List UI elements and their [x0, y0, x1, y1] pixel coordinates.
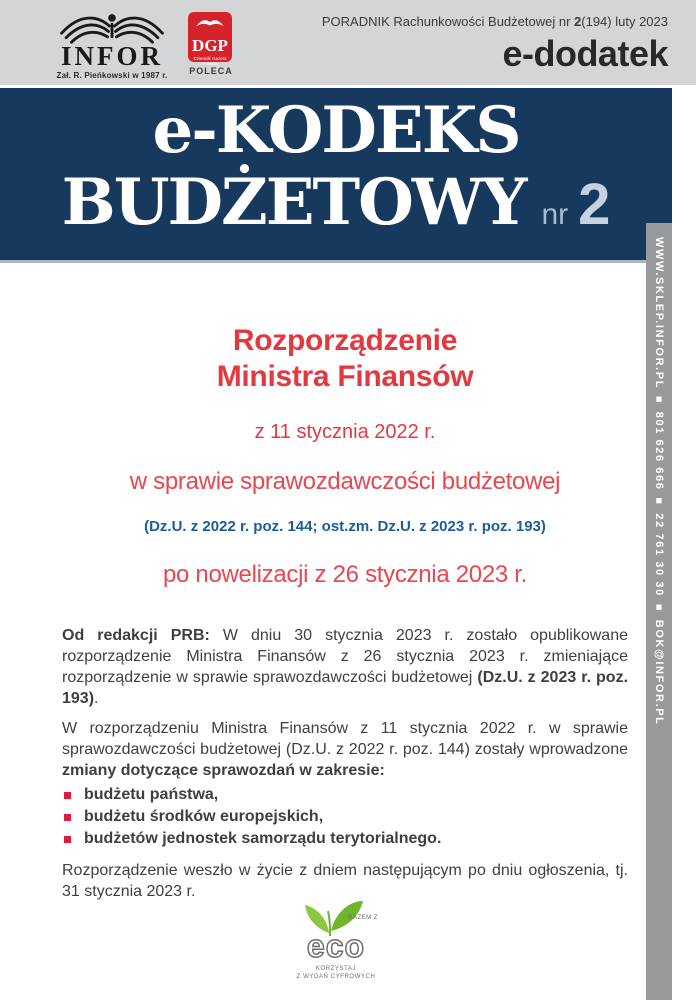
paragraph-1-lead: Od redakcji PRB: [62, 627, 210, 644]
dgp-logo [188, 12, 234, 76]
publication-title-line1: e-KODEKS [152, 93, 520, 168]
article-title [62, 323, 628, 395]
list-item [62, 784, 628, 806]
list-item [62, 806, 628, 828]
paragraph-2 [62, 718, 628, 781]
paragraph-1-ref: (Dz.U. z 2023 r. poz. 193) [62, 669, 629, 707]
infor-logo-tagline: Zał. R. Pieńkowski w 1987 r. [56, 71, 168, 80]
article-title-line1: Rozporządzenie [232, 324, 458, 357]
paragraph-1-end: . [94, 690, 99, 707]
bullet-square-icon [64, 814, 71, 821]
contact-sidebar-text: WWW.SKLEP.INFOR.PL ■ 801 626 666 ■ 22 761 30 30 ■ BOK@INFOR.PL [653, 237, 665, 726]
article-amendment: po nowelizacji z 26 stycznia 2023 r. [162, 561, 528, 588]
eco-word: eco [306, 928, 366, 964]
article-date: z 11 stycznia 2022 r. [254, 421, 436, 443]
issue-nr-label: nr [541, 198, 569, 231]
eco-subtitle [276, 965, 396, 981]
paragraph-1-text: W dniu 30 stycznia 2023 r. zostało opublikowane rozporządzenie Ministra Finansów z 26 stycznia 2023 r. zmieniające rozporządzenie w sprawie sprawozdawczości budżetowej [62, 627, 628, 686]
article-reference: (Dz.U. z 2022 r. poz. 144; ost.zm. Dz.U. z 2023 r. poz. 193) [144, 518, 546, 535]
bullet-square-icon [64, 792, 71, 799]
bullet-list [62, 784, 628, 850]
eco-logo-inner [276, 893, 396, 981]
dgp-subtitle: Dziennik Gazeta Prawna [193, 56, 227, 66]
paragraph-2-bold: zmiany dotyczące sprawozdań w zakresie: [62, 762, 385, 779]
bullet-text: budżetów jednostek samorządu terytorialnego. [84, 830, 442, 847]
bullet-text: budżetu środków europejskich, [84, 808, 324, 825]
eco-subtitle-line2: Z WYDAŃ CYFROWYCH [296, 974, 376, 980]
bullet-square-icon [64, 836, 71, 843]
dgp-eagle-icon [192, 16, 228, 28]
issue-number: 2 [574, 14, 582, 29]
contact-sidebar [646, 223, 672, 1000]
issue-nr-value: 2 [578, 172, 611, 237]
list-item [62, 828, 628, 850]
issue-line-prefix: PORADNIK Rachunkowości Budżetowej nr [321, 14, 575, 29]
publication-title-word: BUDŻETOWY [61, 165, 526, 240]
eco-subtitle-line1: KORZYSTAJ [315, 966, 357, 972]
dgp-logo-box [188, 12, 232, 66]
issue-line [322, 14, 668, 29]
infor-wings-icon [52, 8, 172, 44]
article-subject: w sprawie sprawozdawczości budżetowej [129, 468, 561, 495]
infor-logo-text: INFOR [61, 41, 163, 71]
header-bar [0, 0, 696, 85]
paragraph-3: Rozporządzenie weszło w życie z dniem następującym po dniu ogłoszenia, tj. 31 stycznia 2023 r. [62, 862, 628, 900]
eco-top-note: RAZEM Z [348, 915, 378, 921]
publication-title-line2 [0, 165, 672, 250]
article-content [62, 263, 628, 902]
paragraph-2-text: W rozporządzeniu Ministra Finansów z 11 stycznia 2022 r. w sprawie sprawozdawczości budżetowej (Dz.U. z 2022 r. poz. 144) zostały wprowadzone [62, 720, 628, 758]
title-banner [0, 88, 672, 263]
eco-logo [0, 893, 672, 983]
infor-logo [46, 8, 178, 80]
issue-info [321, 14, 668, 74]
e-dodatek-label: e-dodatek [502, 33, 668, 74]
article-title-line2: Ministra Finansów [216, 360, 474, 393]
dgp-poleca-label: POLECA [189, 66, 233, 76]
issue-line-suffix: (194) luty 2023 [581, 14, 668, 29]
bullet-text: budżetu państwa, [84, 786, 219, 803]
dgp-abbr: DGP [192, 36, 228, 55]
paragraph-1 [62, 625, 628, 709]
